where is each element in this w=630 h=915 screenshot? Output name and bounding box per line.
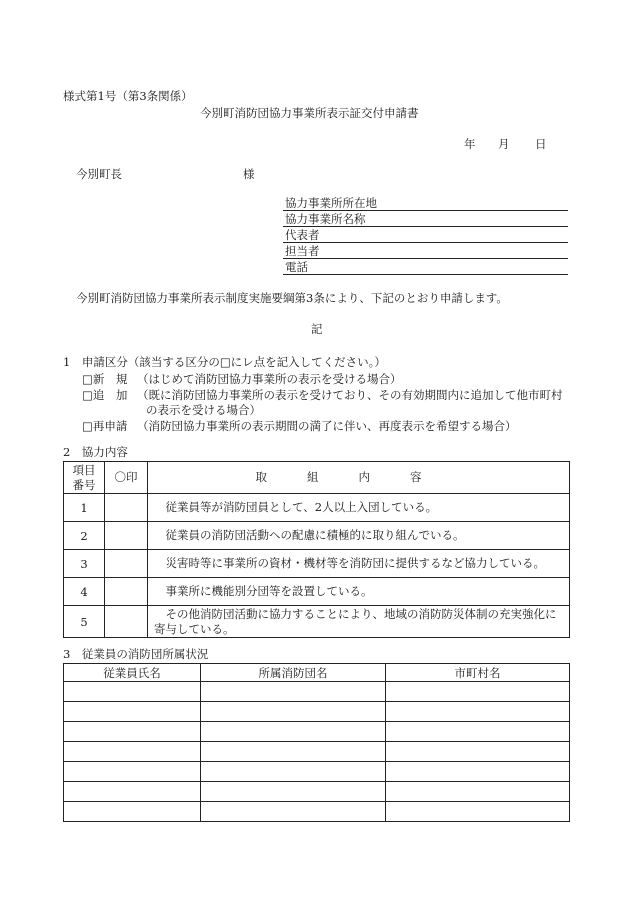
option-add-label: 追 加 (92, 388, 128, 402)
municipality-cell[interactable] (386, 762, 570, 782)
table-row (64, 722, 570, 742)
form-label: 様式第1号（第3条関係） (63, 89, 193, 103)
table-row (64, 578, 570, 606)
field-phone[interactable]: 電話 (283, 259, 568, 275)
option-new-desc: （はじめて消防団協力事業所の表示を受ける場合） (137, 372, 402, 386)
table-row (64, 742, 570, 762)
mark-cell[interactable] (105, 494, 148, 522)
municipality-cell[interactable] (386, 802, 570, 822)
row-content: その他消防団活動に協力することにより、地域の消防防災体制の充実強化に 寄与している。 (148, 606, 570, 638)
checkbox-new[interactable]: □ (82, 372, 93, 386)
fire-brigade-cell[interactable] (201, 742, 386, 762)
employee-name-cell[interactable] (64, 742, 201, 762)
affiliation-header-row (64, 664, 570, 682)
option-reapply[interactable] (82, 419, 127, 433)
fire-brigade-cell[interactable] (201, 782, 386, 802)
municipality-cell[interactable] (386, 722, 570, 742)
table-row (64, 606, 570, 638)
fire-brigade-cell[interactable] (201, 702, 386, 722)
municipality-cell[interactable] (386, 702, 570, 722)
employee-name-cell[interactable] (64, 782, 201, 802)
municipality-cell[interactable] (386, 682, 570, 702)
contribution-table (63, 461, 570, 638)
row-number: 4 (64, 578, 105, 606)
fire-brigade-cell[interactable] (201, 722, 386, 742)
row-number: 3 (64, 550, 105, 578)
row-content: 事業所に機能別分団等を設置している。 (148, 578, 570, 606)
row-content: 従業員の消防団活動への配慮に積極的に取り組んでいる。 (148, 522, 570, 550)
option-add-desc: （既に消防団協力事業所の表示を受けており、その有効期間内に追加して他市町村 (137, 388, 563, 402)
field-representative[interactable]: 代表者 (283, 227, 568, 243)
row-number: 1 (64, 494, 105, 522)
date-month: 月 (498, 137, 510, 151)
header-content: 取組内容 (148, 462, 570, 494)
checkbox-add[interactable]: □ (82, 388, 93, 402)
option-reapply-label: 再申請 (92, 419, 128, 433)
option-reapply-desc: （消防団協力事業所の表示期間の満了に伴い、再度表示を希望する場合） (137, 419, 517, 433)
document-title: 今別町消防団協力事業所表示証交付申請書 (200, 106, 419, 120)
municipality-cell[interactable] (386, 782, 570, 802)
table-row (64, 762, 570, 782)
row-number: 5 (64, 606, 105, 638)
mark-cell[interactable] (105, 522, 148, 550)
section1-heading: 1 申請区分（該当する区分の□にレ点を記入してください。） (63, 355, 386, 369)
table-row (64, 682, 570, 702)
table-row (64, 494, 570, 522)
employee-name-cell[interactable] (64, 702, 201, 722)
ki-mark: 記 (311, 322, 323, 336)
header-mark: 〇印 (105, 462, 148, 494)
mark-cell[interactable] (105, 550, 148, 578)
employee-name-cell[interactable] (64, 802, 201, 822)
section3-heading: 3 従業員の消防団所属状況 (63, 647, 209, 661)
option-new[interactable] (82, 372, 127, 386)
addressee-name: 今別町長 (76, 167, 122, 181)
date-year: 年 (464, 137, 476, 151)
contribution-header-row (64, 462, 570, 494)
option-add[interactable] (82, 388, 127, 402)
municipality-cell[interactable] (386, 742, 570, 762)
employee-name-cell[interactable] (64, 682, 201, 702)
date-day: 日 (535, 137, 547, 151)
section2-heading: 2 協力内容 (63, 445, 128, 459)
employee-name-cell[interactable] (64, 722, 201, 742)
table-row (64, 522, 570, 550)
header-item-number: 項目 番号 (64, 462, 105, 494)
field-business-name[interactable]: 協力事業所名称 (283, 211, 568, 227)
affiliation-table (63, 663, 570, 822)
row-content: 災害時等に事業所の資材・機材等を消防団に提供するなど協力している。 (148, 550, 570, 578)
addressee-honorific: 様 (243, 167, 255, 181)
mark-cell[interactable] (105, 606, 148, 638)
option-add-desc-cont: の表示を受ける場合） (146, 403, 261, 417)
mark-cell[interactable] (105, 578, 148, 606)
row-content: 従業員等が消防団員として、2人以上入団している。 (148, 494, 570, 522)
table-row (64, 782, 570, 802)
table-row (64, 550, 570, 578)
intro-text: 今別町消防団協力事業所表示制度実施要綱第3条により、下記のとおり申請します。 (76, 291, 508, 305)
header-municipality: 市町村名 (386, 664, 570, 682)
header-fire-brigade: 所属消防団名 (201, 664, 386, 682)
fire-brigade-cell[interactable] (201, 802, 386, 822)
option-new-label: 新 規 (92, 372, 128, 386)
row-number: 2 (64, 522, 105, 550)
field-contact-person[interactable]: 担当者 (283, 243, 568, 259)
field-location[interactable]: 協力事業所所在地 (283, 195, 568, 211)
fire-brigade-cell[interactable] (201, 762, 386, 782)
checkbox-reapply[interactable]: □ (82, 419, 93, 433)
fire-brigade-cell[interactable] (201, 682, 386, 702)
employee-name-cell[interactable] (64, 762, 201, 782)
table-row (64, 802, 570, 822)
table-row (64, 702, 570, 722)
header-employee-name: 従業員氏名 (64, 664, 201, 682)
